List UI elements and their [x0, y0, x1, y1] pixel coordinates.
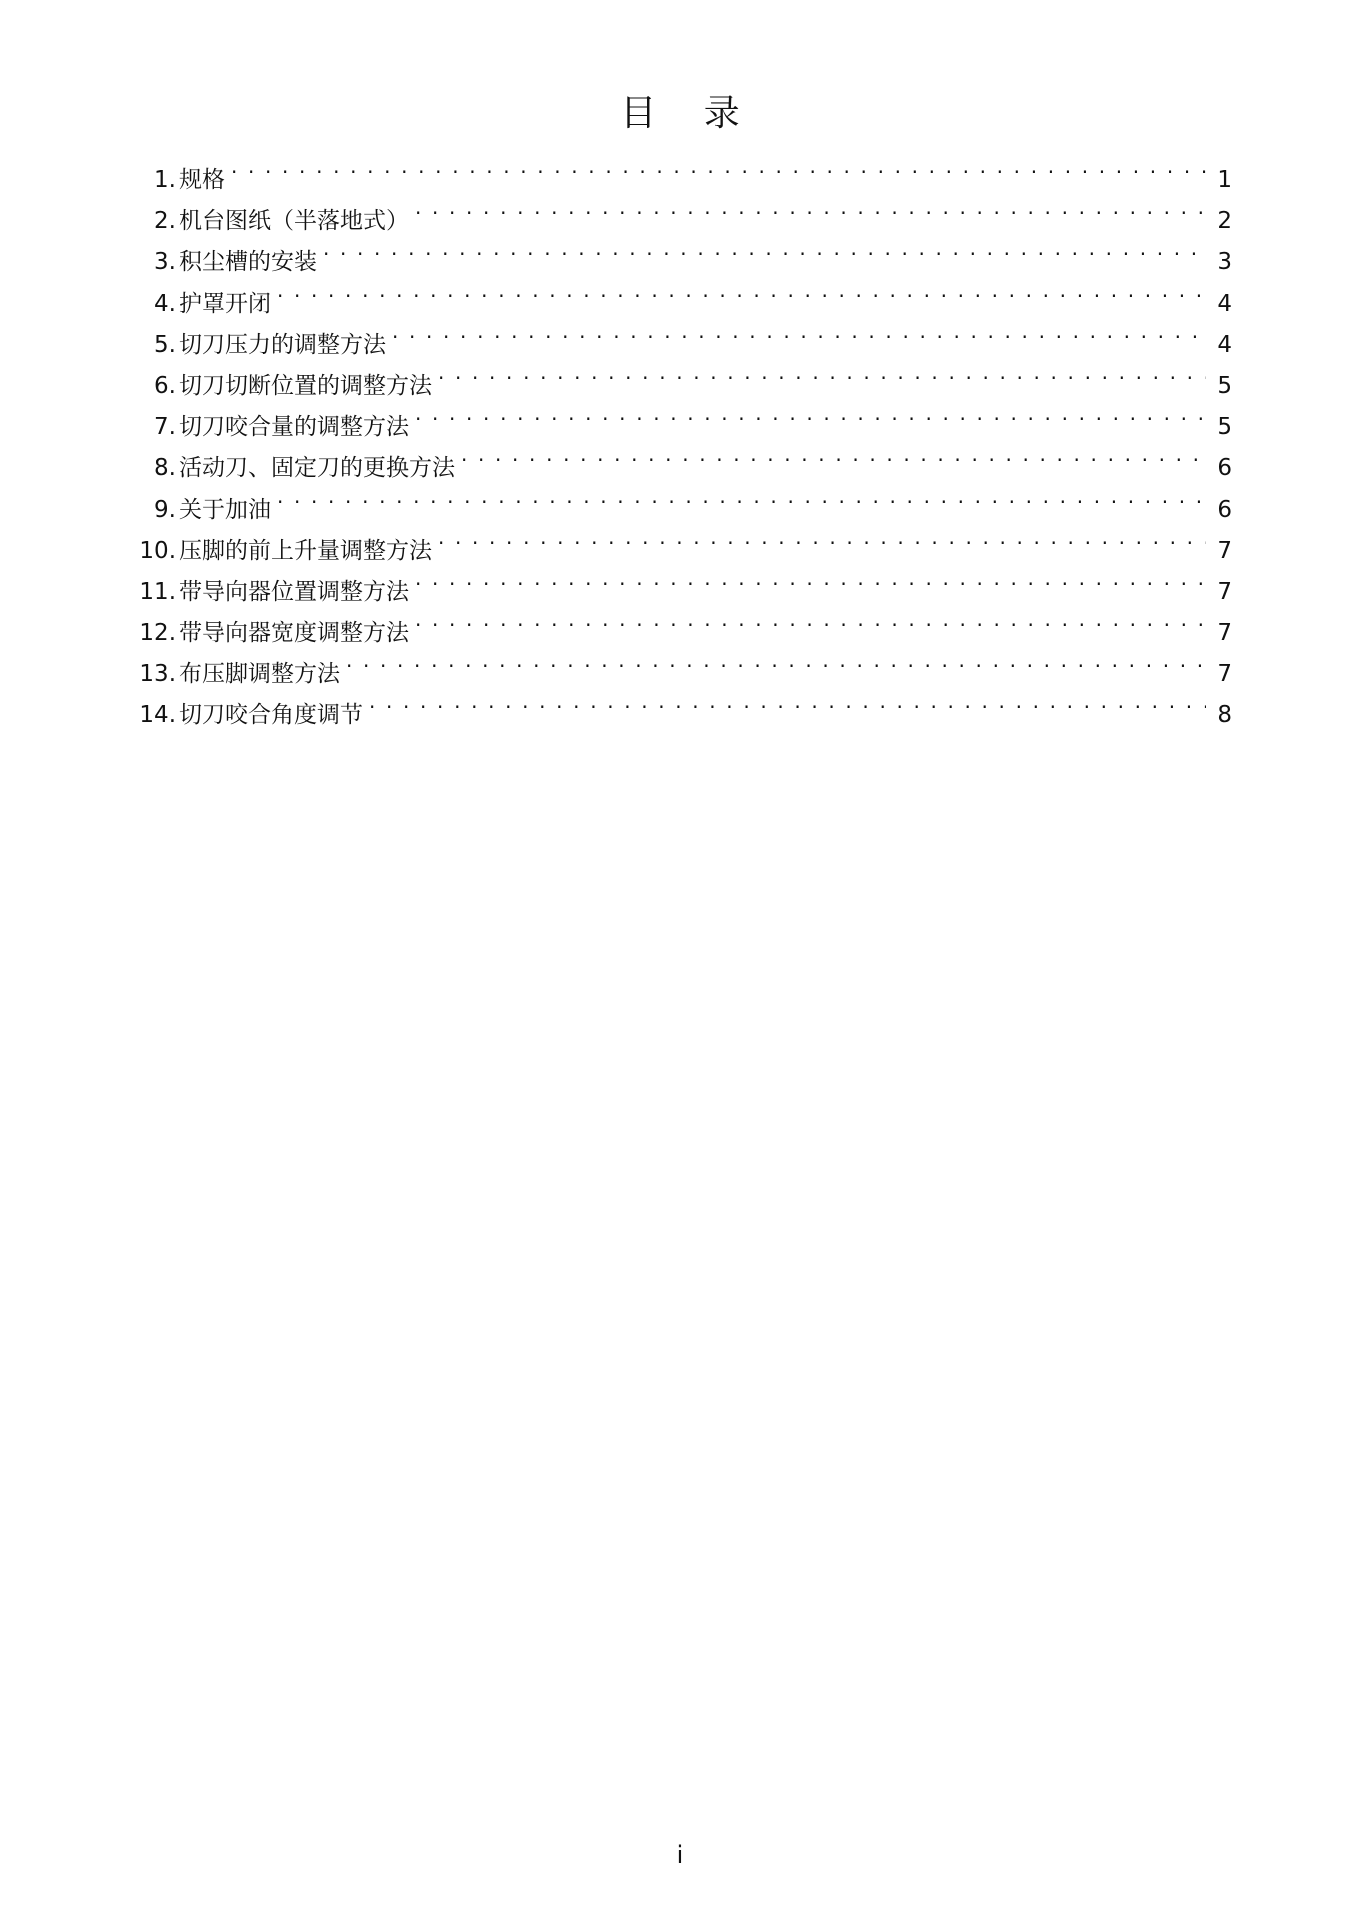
- toc-entry-page: 7: [1217, 537, 1232, 564]
- toc-entry-number: 1.: [154, 167, 176, 193]
- toc-entry-title: 切刀压力的调整方法: [179, 331, 386, 358]
- toc-dot-leader: [436, 352, 1206, 393]
- toc-dot-leader: [413, 393, 1206, 434]
- toc-entry-page: 5: [1217, 414, 1232, 441]
- toc-entry-number: 2.: [154, 208, 176, 235]
- toc-entry-title: 规格: [179, 167, 225, 193]
- toc-dot-leader: [344, 640, 1206, 681]
- toc-entry-page: 4: [1217, 290, 1232, 317]
- toc-entry-title: 切刀咬合量的调整方法: [179, 414, 409, 441]
- toc-entry-title: 切刀切断位置的调整方法: [179, 372, 432, 399]
- toc-entry-number: 11.: [139, 578, 176, 605]
- toc-entry-title: 护罩开闭: [179, 290, 271, 317]
- toc-entry-number: 13.: [139, 661, 176, 688]
- toc-entry-number: 7.: [154, 414, 176, 441]
- toc-entry-number: 10.: [139, 537, 176, 564]
- toc-entry-number: 5.: [154, 331, 176, 358]
- toc-entry[interactable]: [128, 311, 1232, 358]
- toc-entry-title: 活动刀、固定刀的更换方法: [179, 455, 455, 482]
- toc-entry-page: 6: [1217, 496, 1232, 523]
- toc-entry-page: 2: [1217, 208, 1232, 235]
- toc-entry-number: 6.: [154, 372, 176, 399]
- toc-dot-leader: [459, 434, 1206, 475]
- toc-entry[interactable]: [128, 517, 1232, 564]
- toc-entry-title: 切刀咬合角度调节: [179, 702, 363, 729]
- toc-dot-leader: [367, 681, 1206, 722]
- toc-entry-page: 8: [1217, 702, 1232, 729]
- toc-entry-page: 5: [1217, 372, 1232, 399]
- toc-entry[interactable]: [128, 476, 1232, 523]
- toc-entry-page: 3: [1217, 249, 1232, 276]
- toc-dot-leader: [321, 228, 1206, 269]
- toc-dot-leader: [275, 476, 1206, 517]
- toc-entry-title: 压脚的前上升量调整方法: [179, 537, 432, 564]
- toc-entry-title: 关于加油: [179, 496, 271, 523]
- toc-dot-leader: [413, 599, 1206, 640]
- toc-title: 目 录: [620, 93, 758, 134]
- toc-entry[interactable]: [128, 187, 1232, 235]
- toc-entry-title: 机台图纸（半落地式）: [179, 208, 409, 235]
- toc-entry-number: 8.: [154, 455, 176, 482]
- toc-entry-page: 7: [1217, 661, 1232, 688]
- toc-entry[interactable]: [128, 270, 1232, 317]
- toc-entry-number: 3.: [154, 249, 176, 276]
- toc-entry-title: 积尘槽的安装: [179, 249, 317, 276]
- toc-dot-leader: [436, 517, 1206, 558]
- toc-entry-page: 7: [1217, 578, 1232, 605]
- toc-entry-page: 7: [1217, 620, 1232, 647]
- toc-dot-leader: [275, 270, 1206, 311]
- toc-entry-number: 12.: [139, 620, 176, 647]
- toc-entry-number: 14.: [139, 702, 176, 729]
- toc-entry-title: 带导向器位置调整方法: [179, 578, 409, 605]
- toc-dot-leader: [229, 146, 1206, 187]
- toc-entry-page: 4: [1217, 331, 1232, 358]
- page-number: i: [676, 1841, 684, 1869]
- table-of-contents: [128, 146, 1232, 729]
- toc-entry-title: 布压脚调整方法: [179, 661, 340, 688]
- toc-entry-page: 6: [1217, 455, 1232, 482]
- toc-entry[interactable]: [128, 146, 1232, 193]
- toc-entry-number: 9.: [154, 496, 176, 523]
- toc-dot-leader: [413, 558, 1206, 599]
- toc-dot-leader: [413, 187, 1206, 228]
- toc-dot-leader: [390, 311, 1206, 352]
- toc-entry-title: 带导向器宽度调整方法: [179, 620, 409, 647]
- toc-entry-number: 4.: [154, 290, 176, 317]
- toc-entry-page: 1: [1217, 167, 1232, 193]
